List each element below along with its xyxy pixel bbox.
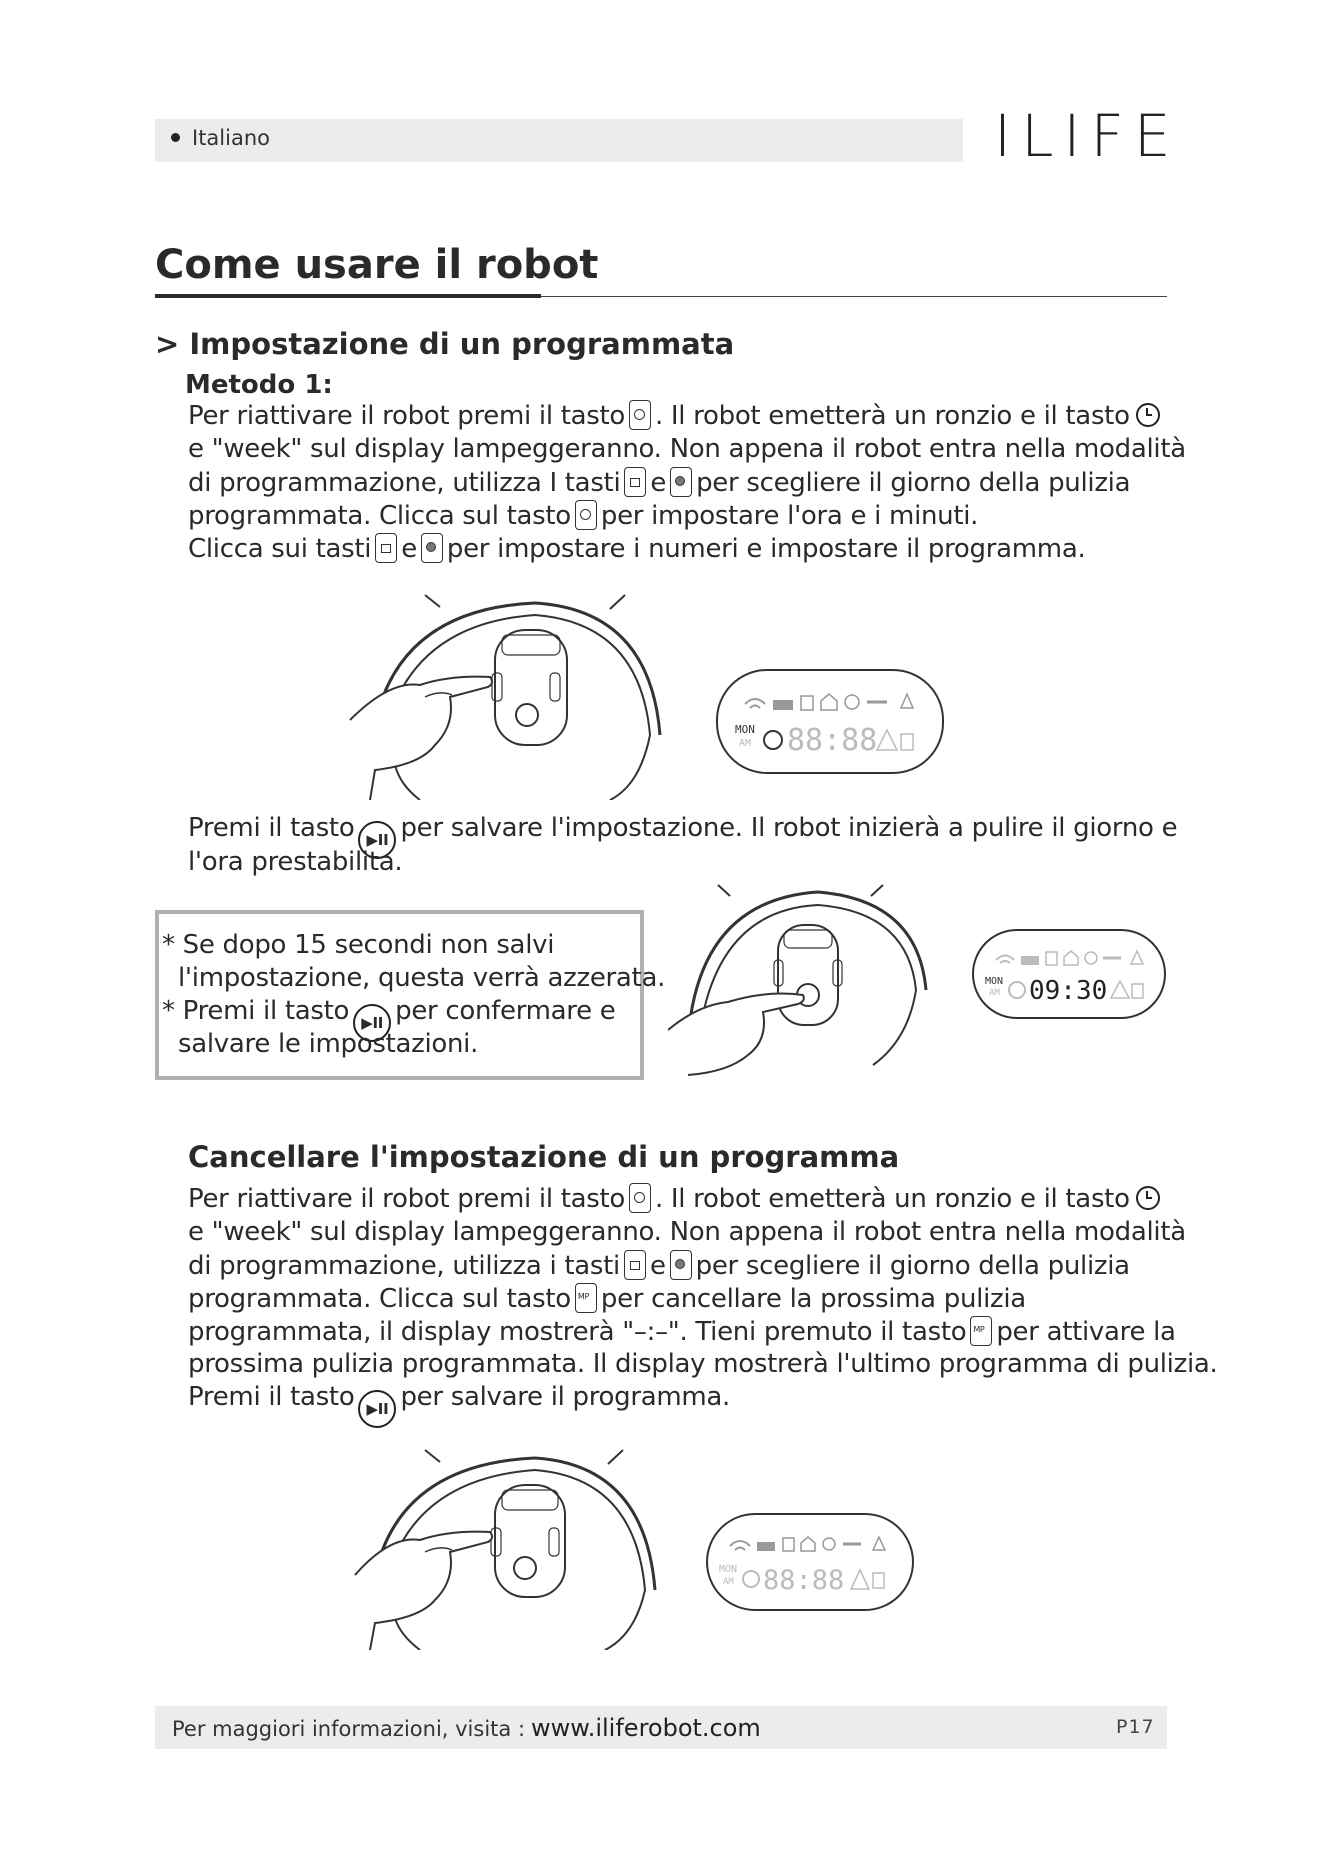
display-ampm: AM <box>989 988 1000 998</box>
paragraph-line: e "week" sul display lampeggeranno. Non appena il robot entra nella modalità <box>188 434 1186 464</box>
section-heading-cancel: Cancellare l'impostazione di un programma <box>188 1140 900 1174</box>
footer-info: Per maggiori informazioni, visita : www.iliferobot.com <box>172 1714 761 1742</box>
display-day: MON <box>985 976 1004 987</box>
schedule-button-icon <box>629 1183 651 1213</box>
home-button-icon <box>375 533 397 563</box>
spot-button-icon <box>421 533 443 563</box>
clock-icon <box>1136 1186 1160 1210</box>
display-digits: 09:30 <box>1029 976 1108 1006</box>
language-bar <box>155 119 963 162</box>
display-panel-1 <box>715 668 945 775</box>
mp-button-icon <box>575 1283 597 1313</box>
paragraph-line: di programmazione, utilizza I tasti e per scegliere il giorno della pulizia <box>188 468 1131 498</box>
website-link[interactable]: www.iliferobot.com <box>531 1714 761 1742</box>
paragraph-line: l'ora prestabilita. <box>188 847 403 877</box>
display-panel-3 <box>705 1512 915 1612</box>
display-ampm: AM <box>723 1577 734 1587</box>
mp-button-icon <box>970 1316 992 1346</box>
note-line: l'impostazione, questa verrà azzerata. <box>178 963 666 993</box>
robot-illustration <box>345 1440 665 1650</box>
spot-button-icon <box>670 1250 692 1280</box>
robot-illustration <box>340 585 670 800</box>
display-day: MON <box>735 723 755 736</box>
paragraph-line: programmata. Clicca sul tastoMP per cancellare la prossima pulizia <box>188 1283 1026 1314</box>
display-digits: 88:88 <box>763 1565 845 1596</box>
page-number: P17 <box>1116 1716 1155 1738</box>
paragraph-line: Per riattivare il robot premi il tasto . Il robot emetterà un ronzio e il tasto <box>188 1183 1160 1214</box>
bullet-icon <box>171 133 180 142</box>
schedule-button-icon <box>575 500 597 530</box>
paragraph-line: Per riattivare il robot premi il tasto . Il robot emetterà un ronzio e il tasto <box>188 400 1160 431</box>
play-pause-icon: ▶II <box>358 821 396 859</box>
paragraph-line: prossima pulizia programmata. Il display mostrerà l'ultimo programma di pulizia. <box>188 1349 1218 1379</box>
note-line: salvare le impostazioni. <box>178 1029 479 1059</box>
note-line: * Premi il tasto ▶II per confermare e <box>162 996 615 1042</box>
schedule-button-icon <box>629 400 651 430</box>
paragraph-line: Clicca sui tasti e per impostare i numeri e impostare il programma. <box>188 534 1086 564</box>
home-button-icon <box>624 467 646 497</box>
page-title: Come usare il robot <box>155 242 599 288</box>
robot-illustration <box>668 880 938 1080</box>
paragraph-line: programmata. Clicca sul tasto per impostare l'ora e i minuti. <box>188 501 979 531</box>
paragraph-line: programmata, il display mostrerà "–:–". Tieni premuto il tastoMP per attivare la <box>188 1316 1176 1347</box>
paragraph-line: e "week" sul display lampeggeranno. Non appena il robot entra nella modalità <box>188 1217 1186 1247</box>
note-line: * Se dopo 15 secondi non salvi <box>162 930 555 960</box>
play-pause-icon: ▶II <box>353 1004 391 1042</box>
display-day: MON <box>719 1564 738 1575</box>
title-rule <box>541 296 1167 297</box>
play-pause-icon: ▶II <box>358 1390 396 1428</box>
display-ampm: AM <box>739 738 752 749</box>
method-label: Metodo 1: <box>185 370 333 400</box>
display-panel-2 <box>971 928 1167 1020</box>
paragraph-line: Premi il tasto ▶II per salvare l'impostazione. Il robot inizierà a pulire il giorno e <box>188 813 1177 859</box>
language-label: Italiano <box>192 126 270 150</box>
spot-button-icon <box>670 467 692 497</box>
home-button-icon <box>624 1250 646 1280</box>
brand-logo: ILIFE <box>994 102 1181 170</box>
clock-icon <box>1136 403 1160 427</box>
paragraph-line: di programmazione, utilizza i tasti e per scegliere il giorno della pulizia <box>188 1251 1130 1281</box>
section-heading-schedule: > Impostazione di un programmata <box>155 327 735 361</box>
title-underline <box>155 294 541 298</box>
display-digits: 88:88 <box>787 723 878 758</box>
paragraph-line: Premi il tasto ▶II per salvare il programma. <box>188 1382 730 1428</box>
